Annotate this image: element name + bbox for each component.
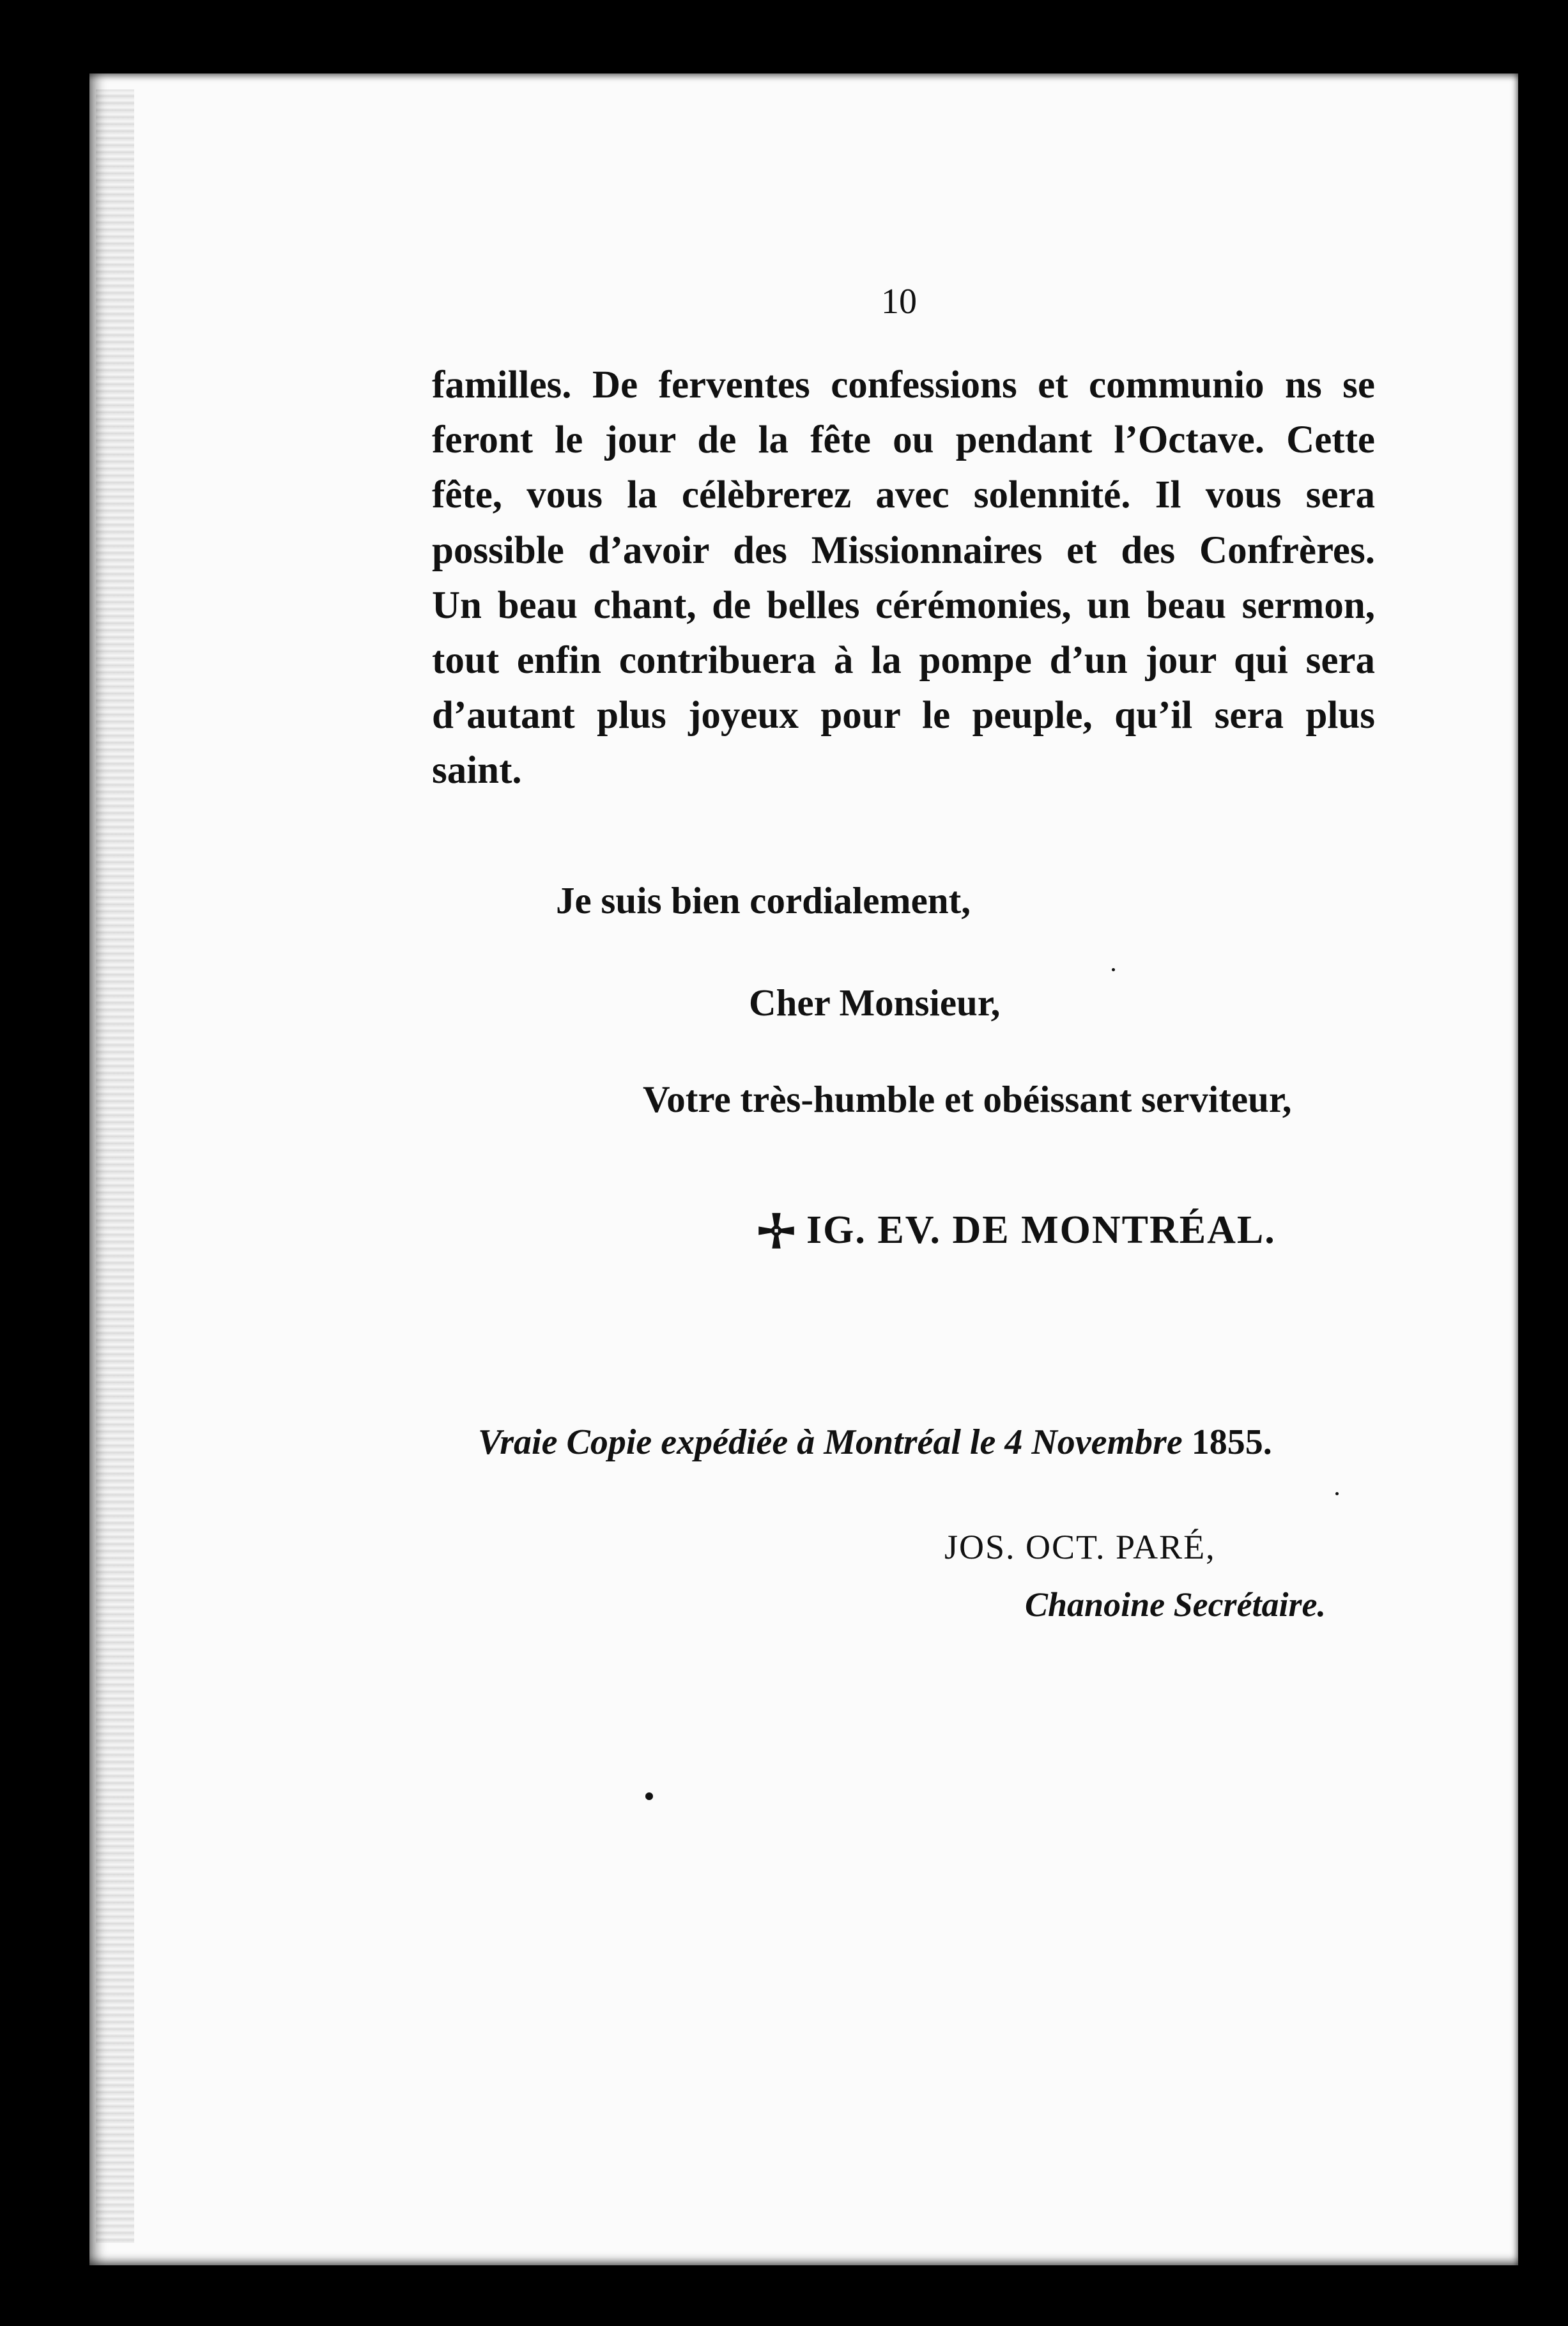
body-line: d’autant plus joyeux pour le peuple, qu’il sera plus [432,694,1375,737]
body-line: feront le jour de la fête ou pendant l’Octave. Cette [432,419,1375,462]
closing-salutation: Je suis bien cordialement, [556,879,971,921]
print-speck [1112,968,1115,971]
body-line: saint. [432,749,522,792]
true-copy-note [478,1422,1272,1463]
page-binding-edge [96,89,134,2243]
body-line: fête, vous la célèbrerez avec solennité. Il vous sera [432,474,1375,517]
cross-icon [755,1210,797,1252]
closing-valediction: Votre très-humble et obéissant serviteur, [643,1078,1292,1120]
print-speck [645,1792,653,1800]
body-line: Un beau chant, de belles cérémonies, un beau sermon, [432,583,1375,627]
body-line: possible d’avoir des Missionnaires et des Confrères. [432,528,1375,572]
body-line: tout enfin contribuera à la pompe d’un jour qui sera [432,639,1375,682]
signature-text: IG. EV. DE MONTRÉAL. [806,1208,1276,1252]
page-number: 10 [881,282,917,321]
true-copy-year: 1855. [1191,1422,1272,1462]
bishop-signature [755,1208,1276,1253]
true-copy-text: Vraie Copie expédiée à Montréal le 4 Novembre [478,1422,1183,1462]
print-speck [1335,1492,1339,1495]
body-paragraph [432,358,1375,799]
body-line: familles. De ferventes confessions et communio ns se [432,364,1375,406]
secretary-title: Chanoine Secrétaire. [1025,1585,1326,1624]
closing-address: Cher Monsieur, [749,982,1001,1024]
secretary-name: JOS. OCT. PARÉ, [944,1528,1216,1566]
